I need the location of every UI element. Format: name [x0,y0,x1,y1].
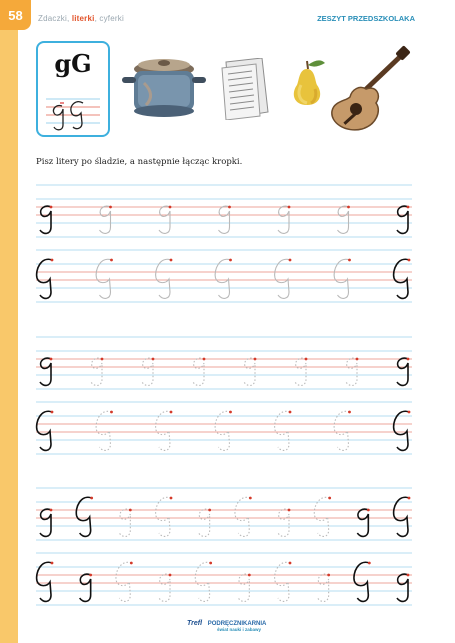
letter-G-dashed [334,259,349,298]
start-dot [50,509,53,512]
letter-G-dotted [275,411,290,450]
start-dot [152,358,155,361]
letter-g-dashed [219,206,230,233]
letter-g-dotted [159,574,170,601]
letter-G-solid [76,497,91,536]
letter-g-solid [397,574,408,601]
start-dot [50,358,53,361]
start-dot [51,259,54,262]
start-dot [249,497,252,500]
letter-g-dashed [278,206,289,233]
start-dot [288,206,291,209]
start-dot [90,497,93,500]
practice-row [36,337,412,389]
start-dot [348,259,351,262]
subtitle-highlight: literki [71,14,95,23]
start-dot [89,574,92,577]
start-dot [289,411,292,414]
start-dot [51,562,54,565]
letter-G-dashed [215,259,230,298]
start-dot [407,574,410,577]
letter-G-dotted [334,411,349,450]
practice-row [36,402,412,454]
start-dot [407,358,410,361]
letter-G-solid [37,411,52,450]
letter-G-dashed [275,259,290,298]
letter-g-dotted [244,358,255,385]
start-dot [109,206,112,209]
letter-g-dashed [100,206,111,233]
letter-g-dashed [159,206,170,233]
letter-G-dotted [156,411,171,450]
letter-g-solid [357,509,368,536]
start-dot [408,497,411,500]
letter-g-solid [40,358,51,385]
letter-g-dotted [193,358,204,385]
print-letters: gG [54,49,92,78]
start-dot [408,259,411,262]
letter-G-dotted [156,497,171,536]
letter-G-dashed [156,259,171,298]
start-dot [347,206,350,209]
start-dot [170,411,173,414]
letter-G-solid [354,562,369,601]
start-dot [51,411,54,414]
start-dot [229,411,232,414]
letter-g-solid [80,574,91,601]
letter-g-dotted [295,358,306,385]
letter-G-solid [37,259,52,298]
start-dot [289,562,292,565]
start-dot [169,574,172,577]
letter-g-dotted [119,509,130,536]
letter-G-dotted [195,562,210,601]
start-dot [248,574,251,577]
series-title: ZESZYT PRZEDSZKOLAKA [317,14,415,23]
start-dot [208,509,211,512]
start-dot [305,358,308,361]
practice-row [36,488,412,540]
start-dot [254,358,257,361]
letter-G-dotted [215,411,230,450]
start-dot [209,562,212,565]
start-dot [228,206,231,209]
letter-G-dotted [275,562,290,601]
start-dot [110,411,113,414]
page-number: 58 [0,0,31,30]
start-dot [356,358,359,361]
letter-g-dotted [91,358,102,385]
start-dot [229,259,232,262]
letter-G-dotted [96,411,111,450]
practice-row [36,553,412,605]
letter-g-dotted [199,509,210,536]
start-dot [327,574,330,577]
start-dot [170,259,173,262]
start-dot [101,358,104,361]
start-dot [289,259,292,262]
start-dot [367,509,370,512]
footer [187,620,266,632]
letter-g-dotted [346,358,357,385]
start-dot [328,497,331,500]
subtitle-part1: Zdaczki, [38,14,72,23]
start-dot [50,206,53,209]
start-dot [203,358,206,361]
start-dot [130,562,133,565]
practice-row [36,185,412,237]
letter-g-solid [40,509,51,536]
letter-g-solid [397,358,408,385]
letter-g-dashed [338,206,349,233]
letter-g-solid [40,206,51,233]
letter-g-dotted [318,574,329,601]
letter-G-solid [394,259,409,298]
start-dot [368,562,371,565]
letter-g-solid [397,206,408,233]
letter-G-dotted [235,497,250,536]
practice-row [36,250,412,302]
letter-g-dotted [278,509,289,536]
footer-tagline: świat nauki i zabawy [217,627,262,632]
start-dot [408,411,411,414]
subtitle-part2: , cyferki [94,14,124,23]
start-dot [170,497,173,500]
start-dot [110,259,113,262]
start-dot [129,509,132,512]
footer-label: PODRĘCZNIKARNIA [207,621,267,627]
start-dot [169,206,172,209]
footer-brand: Trefl [187,620,203,627]
letter-G-solid [394,411,409,450]
start-dot [407,206,410,209]
letter-g-dotted [142,358,153,385]
instruction-text: Pisz litery po śladzie, a następnie łącząc kropki. [36,157,243,167]
letter-G-dotted [116,562,131,601]
letter-G-dotted [314,497,329,536]
start-dot [288,509,291,512]
letter-g-dotted [238,574,249,601]
letter-G-dashed [96,259,111,298]
letter-G-solid [37,562,52,601]
letter-G-solid [394,497,409,536]
start-dot [348,411,351,414]
